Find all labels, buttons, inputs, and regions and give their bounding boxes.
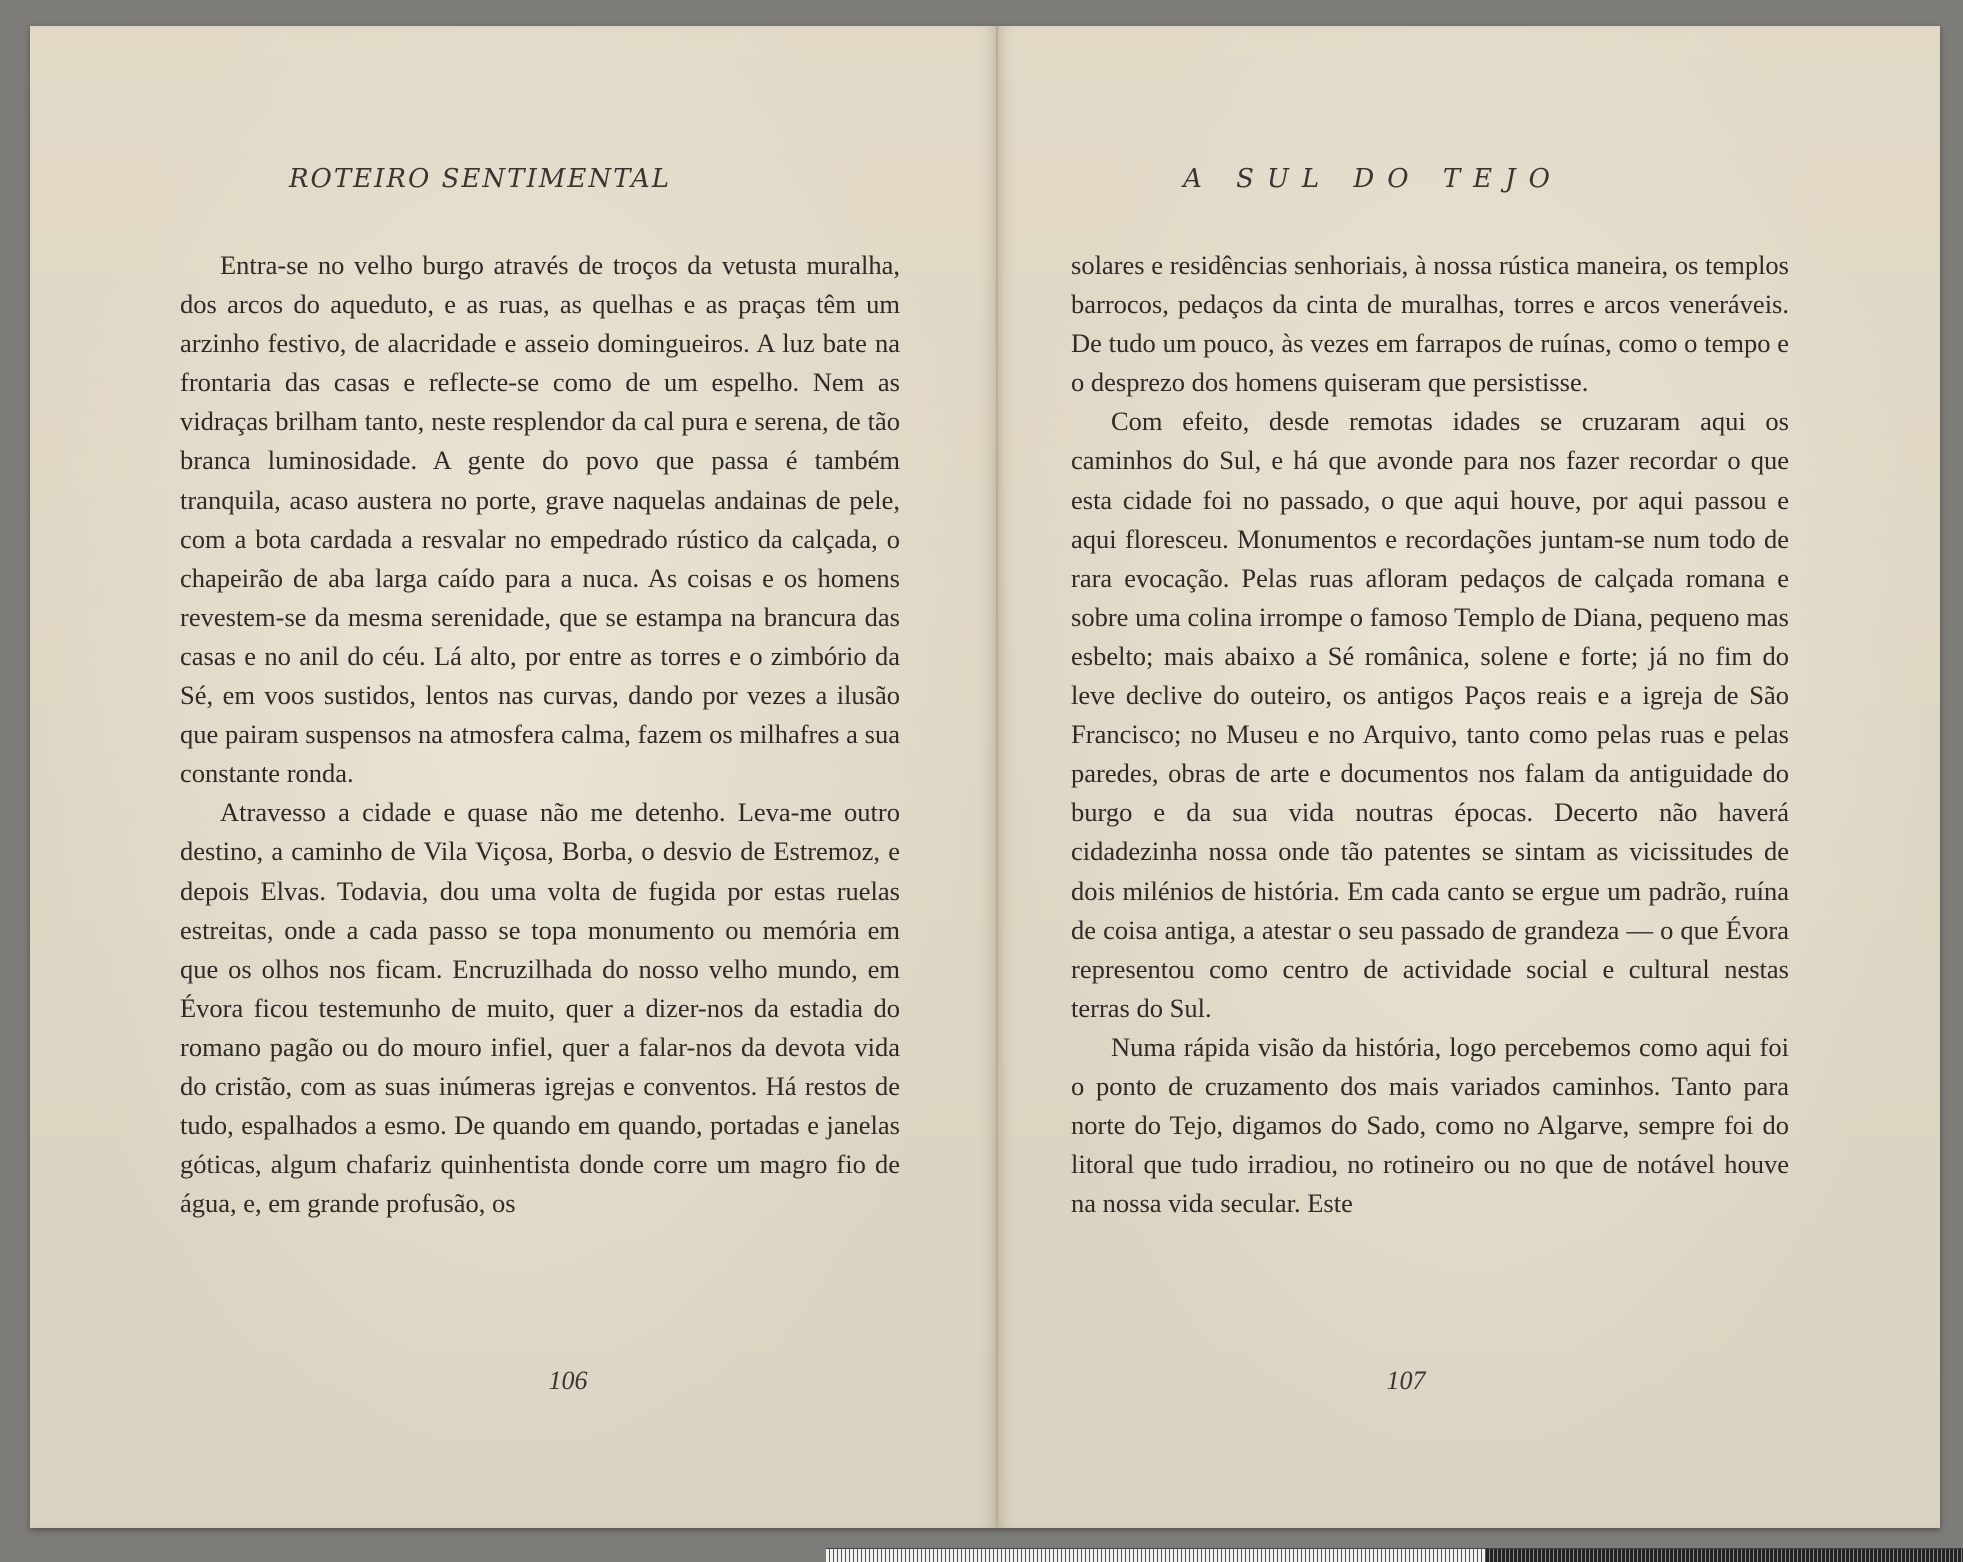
color-scale-bar [826, 1548, 1963, 1562]
right-paragraph-1: solares e residências senhoriais, à nossa rústica maneira, os templos barrocos, pedaços da cinta de muralhas, torres e arcos veneráveis. De tudo um pouco, às vezes em farrapos de ruínas, como o tempo e o desprezo dos homens quiseram que persistisse. [1071, 250, 1789, 398]
right-page [998, 26, 1940, 1528]
left-page [30, 26, 998, 1528]
right-paragraph-2: Com efeito, desde remotas idades se cruzaram aqui os caminhos do Sul, e há que avonde para nos fazer recordar o que esta cidade foi no passado, o que aqui houve, por aqui passou e aqui floresceu. Monumentos e recordações juntam-se num todo de rara evocação. Pelas ruas afloram pedaços de calçada romana e sobre uma colina irrompe o famoso Templo de Diana, pequeno mas esbelto; mais abaixo a Sé românica, solene e forte; já no fim do leve declive do outeiro, os antigos Paços reais e a igreja de São Francisco; no Museu e no Arquivo, tanto como pelas ruas e pelas paredes, obras de arte e documentos nos falam da antiguidade do burgo e da sua vida noutras épocas. Decerto não haverá cidadezinha nossa onde tão patentes se sintam as vicissitudes de dois milénios de história. Em cada canto se ergue um padrão, ruína de coisa antiga, a atestar o seu passado de grandeza — o que Évora representou como centro de actividade social e cultural nestas terras do Sul. [1071, 406, 1789, 1023]
left-page-number: 106 [548, 1366, 588, 1395]
book-spread [30, 26, 1940, 1528]
left-paragraph-2: Atravesso a cidade e quase não me detenho. Leva-me outro destino, a caminho de Vila Viçosa, Borba, o desvio de Estremoz, e depois Elvas. Todavia, dou uma volta de fugida por estas ruelas estreitas, onde a cada passo se topa monumento ou memória em que os olhos nos ficam. Encruzilhada do nosso velho mundo, em Évora ficou testemunho de muito, quer a dizer-nos da estadia do romano pagão ou do mouro infiel, quer a falar-nos da devota vida do cristão, com as suas inúmeras igrejas e conventos. Há restos de tudo, espalhados a esmo. De quando em quando, portadas e janelas góticas, algum chafariz quinhentista donde corre um magro fio de água, e, em grande profusão, os [180, 797, 900, 1219]
left-running-head: ROTEIRO SENTIMENTAL [288, 164, 672, 194]
right-paragraph-3: Numa rápida visão da história, logo percebemos como aqui foi o ponto de cruzamento dos mais variados caminhos. Tanto para norte do Tejo, digamos do Sado, como no Algarve, sempre foi do litoral que tudo irradiou, no rotineiro ou no que de notável houve na nossa vida secular. Este [1071, 1031, 1789, 1219]
left-paragraph-1: Entra-se no velho burgo através de troços da vetusta muralha, dos arcos do aqueduto, e as ruas, as quelhas e as praças têm um arzinho festivo, de alacridade e asseio domingueiros. A luz bate na frontaria das casas e reflecte-se como de um espelho. Nem as vidraças brilham tanto, neste resplendor da cal pura e serena, de tão branca luminosidade. A gente do povo que passa é também tranquila, acaso austera no porte, grave naquelas andainas de pele, com a bota cardada a resvalar no empedrado rústico da calçada, o chapeirão de aba larga caído para a nuca. As coisas e os homens revestem-se da mesma serenidade, que se estampa na brancura das casas e no anil do céu. Lá alto, por entre as torres e o zimbório da Sé, em voos sustidos, lentos nas curvas, dando por vezes a ilusão que pairam suspensos na atmosfera calma, fazem os milhafres a sua constante ronda. [180, 250, 900, 789]
right-running-head: A SUL DO TEJO [1183, 164, 1563, 194]
right-page-number: 107 [1386, 1366, 1426, 1395]
left-body-text [180, 246, 900, 1223]
right-body-text [1071, 246, 1789, 1223]
